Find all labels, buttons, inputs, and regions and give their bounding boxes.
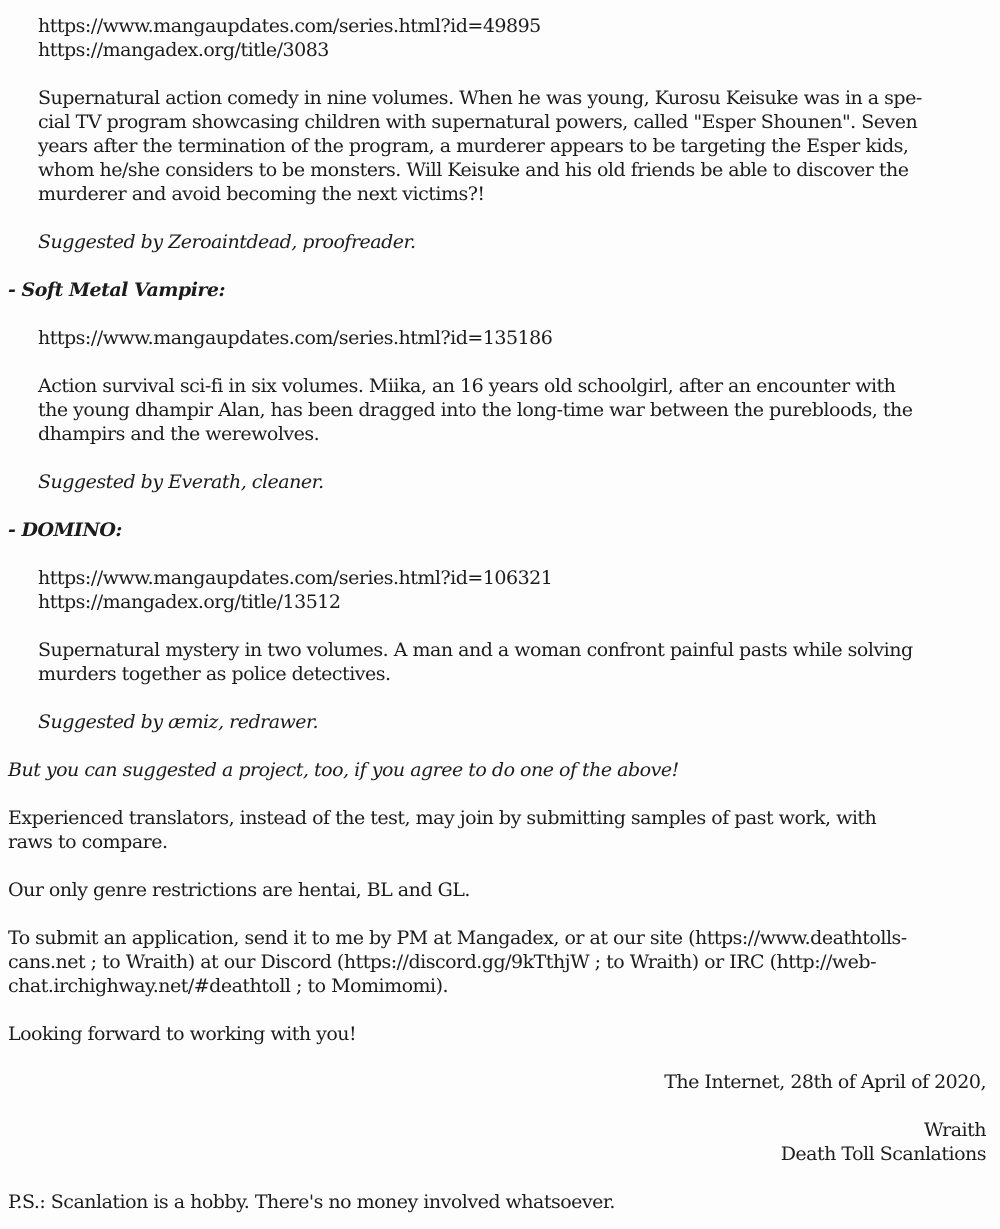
description-line: murders together as police detectives.: [38, 663, 391, 685]
note-line: But you can suggested a project, too, if you agree to do one of the above!: [8, 759, 679, 781]
project-domino-credit: [0, 710, 1000, 734]
paragraph-line: Looking forward to working with you!: [8, 1023, 357, 1045]
project-domino-links: [0, 566, 1000, 614]
dateline-text: The Internet, 28th of April of 2020,: [664, 1071, 986, 1093]
description-line: dhampirs and the werewolves.: [38, 423, 320, 445]
url-line: https://www.mangaupdates.com/series.html?id=49895: [38, 15, 541, 37]
description-line: cial TV program showcasing children with supernatural powers, called "Esper Shounen". Seven: [38, 111, 918, 133]
description-line: years after the termination of the program, a murderer appears to be targeting the Esper kids,: [38, 135, 909, 157]
url-line: https://www.mangaupdates.com/series.html?id=106321: [38, 567, 553, 589]
paragraph-line: Experienced translators, instead of the test, may join by submitting samples of past work, with: [8, 807, 877, 829]
paragraph-line: Our only genre restrictions are hentai, BL and GL.: [8, 879, 470, 901]
project-smv-description: [0, 374, 1000, 446]
paragraph-line: chat.irchighway.net/#deathtoll ; to Momimomi).: [8, 975, 449, 997]
project-esper-description: [0, 86, 1000, 206]
url-line: https://mangadex.org/title/3083: [38, 39, 329, 61]
project-smv-credit: [0, 470, 1000, 494]
series-title: - DOMINO:: [8, 519, 122, 541]
project-smv-links: [0, 326, 1000, 350]
project-esper-links: [0, 14, 1000, 62]
series-title: - Soft Metal Vampire:: [8, 279, 226, 301]
description-line: Action survival sci-fi in six volumes. Miika, an 16 years old schoolgirl, after an encounter with: [38, 375, 896, 397]
description-line: murderer and avoid becoming the next victims?!: [38, 183, 485, 205]
project-esper-credit: [0, 230, 1000, 254]
signature-name: Wraith: [923, 1119, 986, 1141]
signature-group: Death Toll Scanlations: [780, 1143, 986, 1165]
credit-line: Suggested by Zeroaintdead, proofreader.: [38, 231, 416, 253]
genre-restrictions: [0, 878, 1000, 902]
paragraph-line: cans.net ; to Wraith) at our Discord (https://discord.gg/9kTthjW ; to Wraith) or IRC (http://web-: [8, 951, 877, 973]
closing-line: [0, 1022, 1000, 1046]
signature: [0, 1118, 1000, 1166]
description-line: Supernatural mystery in two volumes. A man and a woman confront painful pasts while solving: [38, 639, 913, 661]
project-title-soft-metal-vampire: [0, 278, 1000, 302]
note-suggest-project: [0, 758, 1000, 782]
postscript: [0, 1190, 1000, 1214]
description-line: the young dhampir Alan, has been dragged into the long-time war between the purebloods, the: [38, 399, 913, 421]
dateline: [0, 1070, 1000, 1094]
paragraph-line: raws to compare.: [8, 831, 168, 853]
paragraph-line: To submit an application, send it to me by PM at Mangadex, or at our site (https://www.deathtolls-: [8, 927, 907, 949]
credit-line: Suggested by Everath, cleaner.: [38, 471, 324, 493]
url-line: https://www.mangaupdates.com/series.html?id=135186: [38, 327, 553, 349]
description-line: whom he/she considers to be monsters. Will Keisuke and his old friends be able to discover the: [38, 159, 909, 181]
description-line: Supernatural action comedy in nine volumes. When he was young, Kurosu Keisuke was in a spe-: [38, 87, 922, 109]
project-domino-description: [0, 638, 1000, 686]
credit-line: Suggested by æmiz, redrawer.: [38, 711, 319, 733]
url-line: https://mangadex.org/title/13512: [38, 591, 341, 613]
project-title-domino: [0, 518, 1000, 542]
translators-note: [0, 806, 1000, 854]
application-instructions: [0, 926, 1000, 998]
postscript-line: P.S.: Scanlation is a hobby. There's no money involved whatsoever.: [8, 1191, 615, 1213]
